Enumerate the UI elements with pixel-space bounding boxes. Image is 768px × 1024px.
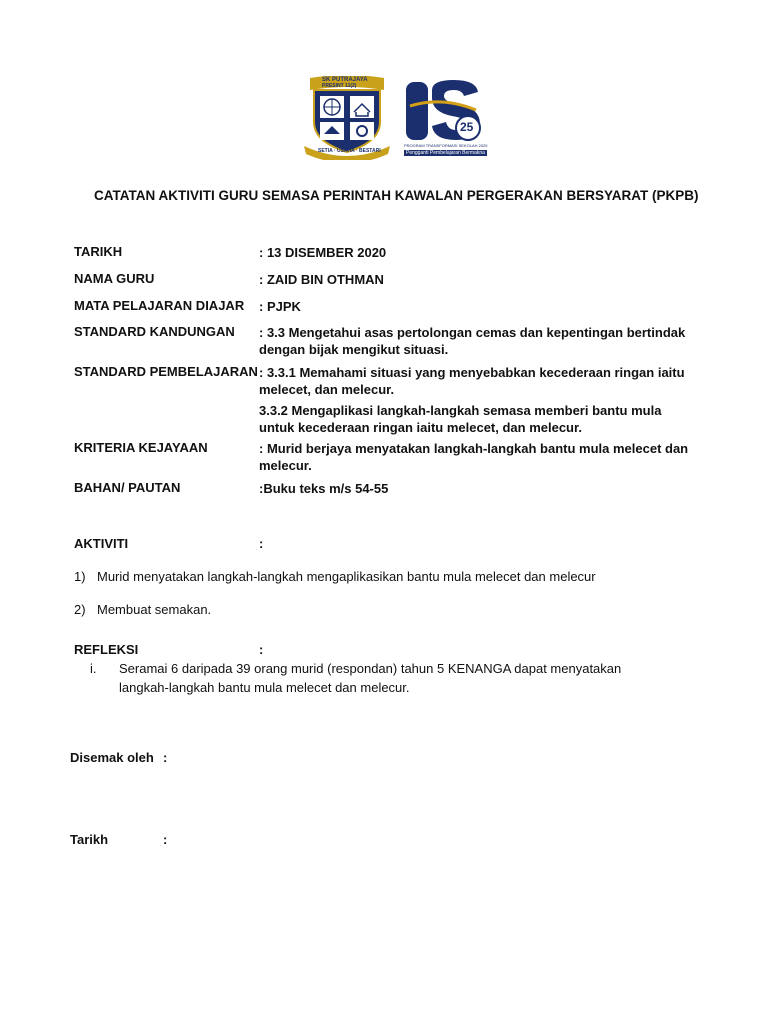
- tarikh-footer-colon: :: [163, 832, 168, 847]
- disemak-colon: :: [163, 750, 168, 765]
- kriteria-label: KRITERIA KEJAYAAN: [74, 440, 208, 455]
- refleksi-label: REFLEKSI: [74, 642, 139, 657]
- kriteria-value: : Murid berjaya menyatakan langkah-langkah bantu mula melecet dan melecur.: [259, 441, 689, 473]
- school-crest-logo: [300, 76, 394, 160]
- ts25-logo: [402, 76, 486, 162]
- standard-pembelajaran-value-1: : 3.3.1 Memahami situasi yang menyebabkan kecederaan ringan iaitu melecet, dan melecur.: [259, 365, 685, 397]
- refleksi-item-1-line2: langkah-langkah bantu mula melecet dan melecur.: [119, 680, 410, 695]
- aktiviti-colon: :: [259, 536, 264, 551]
- aktiviti-item-2-num: 2): [74, 602, 86, 617]
- aktiviti-item-1-text: Murid menyatakan langkah-langkah mengaplikasikan bantu mula melecet dan melecur: [97, 569, 596, 584]
- ts25-tagline: PROGRAM TRANSFORMASI SEKOLAH 2025: [404, 143, 488, 148]
- standard-pembelajaran-label: STANDARD PEMBELAJARAN: [74, 364, 258, 379]
- aktiviti-label: AKTIVITI: [74, 536, 129, 551]
- mata-pelajaran-label: MATA PELAJARAN DIAJAR: [74, 298, 245, 313]
- tarikh-value: : 13 DISEMBER 2020: [259, 245, 387, 260]
- aktiviti-item-1-num: 1): [74, 569, 86, 584]
- disemak-label: Disemak oleh: [70, 750, 154, 765]
- page-title: CATATAN AKTIVITI GURU SEMASA PERINTAH KAWALAN PERGERAKAN BERSYARAT (PKPB): [94, 188, 699, 203]
- aktiviti-item-2-text: Membuat semakan.: [97, 602, 212, 617]
- standard-kandungan-label: STANDARD KANDUNGAN: [74, 324, 235, 339]
- ts25-subline: Pengganti Pembelajaran Bermakna: [406, 150, 485, 156]
- nama-guru-value: : ZAID BIN OTHMAN: [259, 272, 384, 287]
- standard-kandungan-value: : 3.3 Mengetahui asas pertolongan cemas dan kepentingan bertindak dengan bijak mengikut situasi.: [259, 325, 686, 357]
- mata-pelajaran-value: : PJPK: [259, 299, 301, 314]
- crest-motto: SETIA · USAHA · BESTARI: [318, 148, 381, 154]
- tarikh-footer-label: Tarikh: [70, 832, 109, 847]
- refleksi-item-1-num: i.: [90, 661, 97, 676]
- tarikh-label: TARIKH: [74, 244, 123, 259]
- crest-banner-line2: PRESINT 11(2): [322, 83, 357, 89]
- crest-banner-line1: SK PUTRAJAYA: [322, 77, 368, 83]
- bahan-value: :Buku teks m/s 54-55: [259, 481, 389, 496]
- bahan-label: BAHAN/ PAUTAN: [74, 480, 181, 495]
- ts25-number: 25: [460, 120, 474, 134]
- refleksi-item-1-line1: Seramai 6 daripada 39 orang murid (respondan) tahun 5 KENANGA dapat menyatakan: [119, 661, 622, 676]
- nama-guru-label: NAMA GURU: [74, 271, 155, 286]
- standard-pembelajaran-value-2: 3.3.2 Mengaplikasi langkah-langkah semasa memberi bantu mula untuk kecederaan ringan iaitu melecet, dan melecur.: [259, 403, 662, 435]
- refleksi-colon: :: [259, 642, 264, 657]
